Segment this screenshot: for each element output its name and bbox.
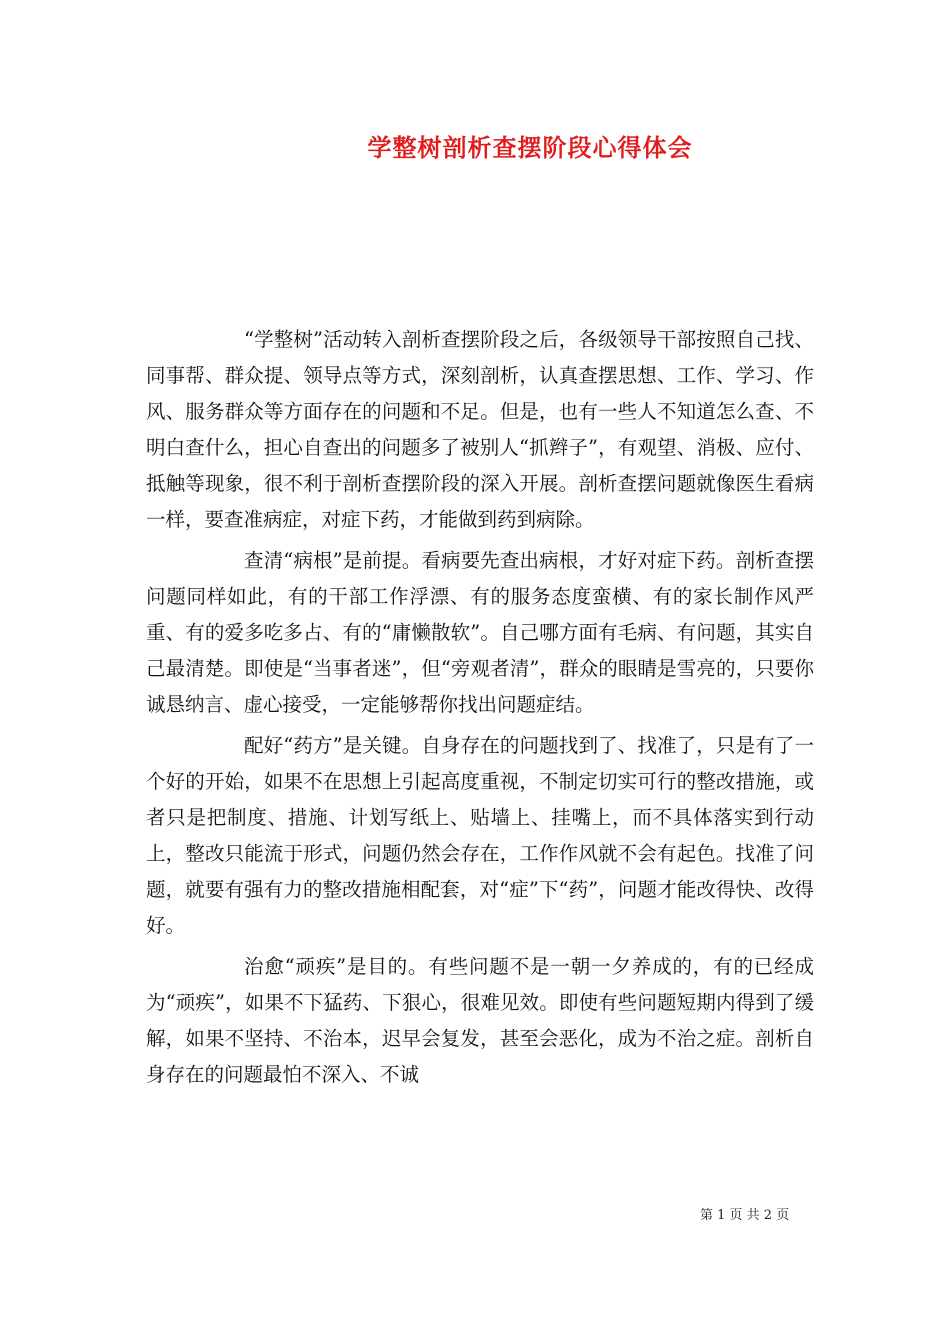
paragraph-cure: 治愈“顽疾”是目的。有些问题不是一朝一夕养成的，有的已经成为“顽疾”，如果不下猛药、下狠心，很难见效。即使有些问题短期内得到了缓解，如果不坚持、不治本，迟早会复发，甚至会恶化，成为不治之症。剖析自身存在的问题最怕不深入、不诚: [146, 955, 814, 1086]
document-title: 学整树剖析查摆阶段心得体会: [367, 133, 693, 162]
page-number-footer: 第 1 页 共 2 页: [700, 1208, 790, 1223]
paragraph-intro: “学整树”活动转入剖析查摆阶段之后，各级领导干部按照自己找、同事帮、群众提、领导点等方式，深刻剖析，认真查摆思想、工作、学习、作风、服务群众等方面存在的问题和不足。但是，也有一些人不知道怎么查、不明白查什么，担心自查出的问题多了被别人“抓辫子”，有观望、消极、应付、抵触等现象，很不利于剖析查摆阶段的深入开展。剖析查摆问题就像医生看病一样，要查准病症，对症下药，才能做到药到病除。: [146, 328, 814, 531]
paragraph-diagnosis: 查清“病根”是前提。看病要先查出病根，才好对症下药。剖析查摆问题同样如此，有的干部工作浮漂、有的服务态度蛮横、有的家长制作风严重、有的爱多吃多占、有的“庸懒散软”。自己哪方面有毛病、有问题，其实自己最清楚。即使是“当事者迷”，但“旁观者清”，群众的眼睛是雪亮的，只要你诚恳纳言、虚心接受，一定能够帮你找出问题症结。: [146, 549, 814, 716]
document-body: [146, 322, 814, 1098]
paragraph-prescription: 配好“药方”是关键。自身存在的问题找到了、找准了，只是有了一个好的开始，如果不在思想上引起高度重视，不制定切实可行的整改措施，或者只是把制度、措施、计划写纸上、贴墙上、挂嘴上，而不具体落实到行动上，整改只能流于形式，问题仍然会存在，工作作风就不会有起色。找准了问题，就要有强有力的整改措施相配套，对“症”下“药”，问题才能改得快、改得好。: [146, 734, 814, 937]
